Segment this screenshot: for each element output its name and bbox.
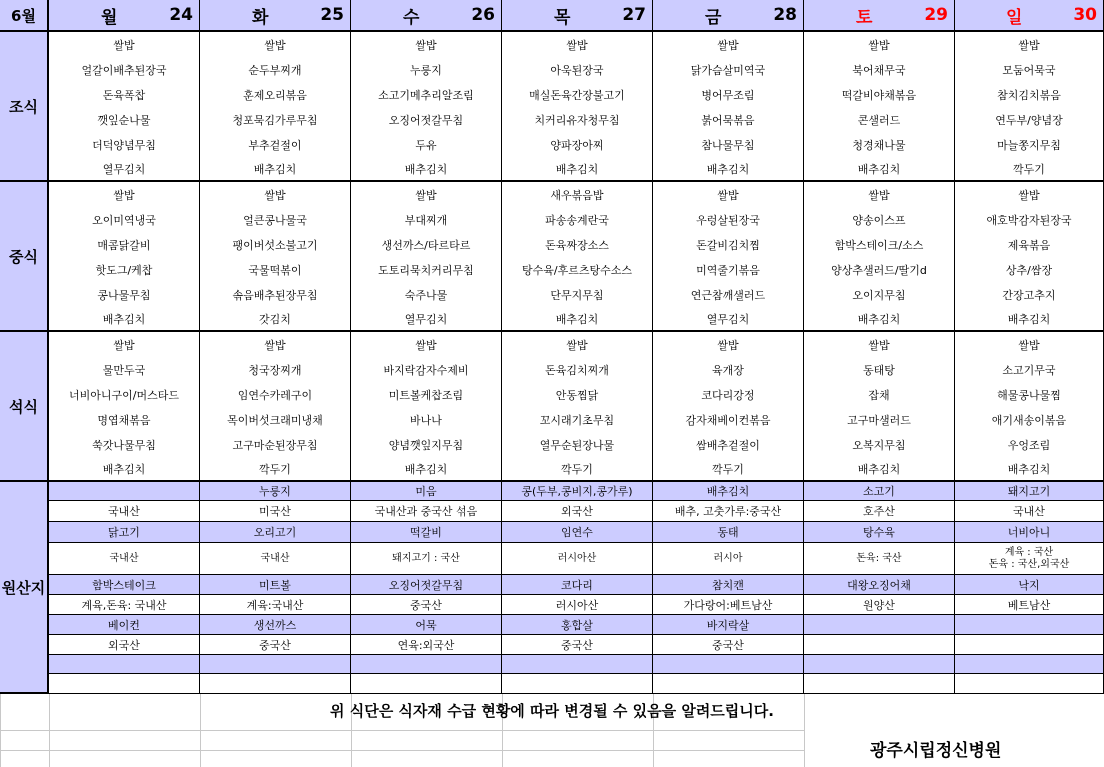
origin-item-source: 계육:국내산 bbox=[200, 595, 351, 615]
menu-item: 간장고추지 bbox=[955, 282, 1104, 307]
day-number: 29 bbox=[924, 5, 948, 25]
origin-item-source: 배추, 고춧가루:중국산 bbox=[653, 501, 804, 522]
origin-item-name bbox=[955, 655, 1104, 674]
menu-item: 배추김치 bbox=[502, 307, 653, 332]
origin-item-name: 참치캔 bbox=[653, 575, 804, 595]
hospital-name: 광주시립정신병원 bbox=[870, 741, 1002, 761]
menu-item: 배추김치 bbox=[955, 457, 1104, 482]
menu-item: 생선까스/타르타르 bbox=[351, 232, 502, 257]
origin-item-name: 홍합살 bbox=[502, 615, 653, 635]
menu-item: 고구마순된장무침 bbox=[200, 432, 351, 457]
menu-item: 매콤닭갈비 bbox=[49, 232, 200, 257]
origin-item-name: 대왕오징어채 bbox=[804, 575, 955, 595]
menu-item: 쌀밥 bbox=[49, 32, 200, 57]
menu-item: 우렁살된장국 bbox=[653, 207, 804, 232]
menu-item: 오징어젓갈무침 bbox=[351, 107, 502, 132]
menu-item: 쌀밥 bbox=[804, 182, 955, 207]
menu-item: 소고기메추리알조림 bbox=[351, 82, 502, 107]
origin-item-name: 바지락살 bbox=[653, 615, 804, 635]
menu-item: 도토리묵치커리무침 bbox=[351, 257, 502, 282]
day-header bbox=[653, 0, 804, 32]
origin-item-name bbox=[200, 655, 351, 674]
menu-item: 깍두기 bbox=[502, 457, 653, 482]
menu-item: 쌀밥 bbox=[653, 332, 804, 357]
menu-item: 양파장아찌 bbox=[502, 132, 653, 157]
menu-item: 배추김치 bbox=[804, 457, 955, 482]
origin-item-source bbox=[955, 635, 1104, 655]
day-number: 27 bbox=[622, 5, 646, 25]
origin-item-source: 가다랑어:베트남산 bbox=[653, 595, 804, 615]
menu-item: 연근참깨샐러드 bbox=[653, 282, 804, 307]
menu-item: 돈갈비김치찜 bbox=[653, 232, 804, 257]
menu-item: 배추김치 bbox=[49, 307, 200, 332]
origin-item-name: 콩(두부,콩비지,콩가루) bbox=[502, 482, 653, 501]
menu-item: 콩나물무침 bbox=[49, 282, 200, 307]
menu-item: 쌀밥 bbox=[502, 32, 653, 57]
menu-item: 배추김치 bbox=[653, 157, 804, 182]
origin-item-source: 외국산 bbox=[502, 501, 653, 522]
origin-item-name: 코다리 bbox=[502, 575, 653, 595]
menu-item: 파송송계란국 bbox=[502, 207, 653, 232]
meal-label: 중식 bbox=[0, 182, 49, 332]
menu-item: 쑥갓나물무침 bbox=[49, 432, 200, 457]
menu-item: 배추김치 bbox=[955, 307, 1104, 332]
menu-item: 배추김치 bbox=[200, 157, 351, 182]
day-name: 토 bbox=[855, 7, 873, 28]
day-number: 30 bbox=[1073, 5, 1097, 25]
origin-item-source: 돼지고기 : 국산 bbox=[351, 543, 502, 575]
day-header bbox=[200, 0, 351, 32]
day-number: 25 bbox=[320, 5, 344, 25]
menu-item: 안동찜닭 bbox=[502, 382, 653, 407]
menu-item: 아욱된장국 bbox=[502, 57, 653, 82]
menu-item: 바나나 bbox=[351, 407, 502, 432]
day-name: 목 bbox=[553, 7, 571, 28]
menu-item: 솎음배추된장무침 bbox=[200, 282, 351, 307]
origin-item-source bbox=[955, 543, 1104, 575]
menu-item: 마늘쫑지무침 bbox=[955, 132, 1104, 157]
origin-item-source: 연육:외국산 bbox=[351, 635, 502, 655]
origin-item-source: 미국산 bbox=[200, 501, 351, 522]
origin-item-name: 오징어젓갈무침 bbox=[351, 575, 502, 595]
menu-item: 양송이스프 bbox=[804, 207, 955, 232]
origin-item-source: 외국산 bbox=[49, 635, 200, 655]
origin-item-source bbox=[351, 674, 502, 694]
day-name: 일 bbox=[1005, 7, 1023, 28]
origin-item-source: 중국산 bbox=[351, 595, 502, 615]
menu-item: 쌀밥 bbox=[200, 32, 351, 57]
origin-item-source bbox=[955, 674, 1104, 694]
menu-item: 훈제오리볶음 bbox=[200, 82, 351, 107]
day-number: 26 bbox=[471, 5, 495, 25]
menu-item: 더덕양념무침 bbox=[49, 132, 200, 157]
origin-item-name: 어묵 bbox=[351, 615, 502, 635]
menu-item: 깍두기 bbox=[653, 457, 804, 482]
menu-item: 명엽채볶음 bbox=[49, 407, 200, 432]
origin-item-source bbox=[804, 674, 955, 694]
menu-item: 해물콩나물찜 bbox=[955, 382, 1104, 407]
origin-item-name bbox=[49, 482, 200, 501]
menu-item: 잡채 bbox=[804, 382, 955, 407]
menu-item: 쌀밥 bbox=[200, 332, 351, 357]
origin-item-name: 임연수 bbox=[502, 522, 653, 543]
menu-item: 순두부찌개 bbox=[200, 57, 351, 82]
menu-item: 배추김치 bbox=[804, 157, 955, 182]
menu-item: 돈육짜장소스 bbox=[502, 232, 653, 257]
day-name: 월 bbox=[100, 7, 118, 28]
menu-item: 배추김치 bbox=[804, 307, 955, 332]
menu-item: 쌀밥 bbox=[49, 182, 200, 207]
menu-item: 물만두국 bbox=[49, 357, 200, 382]
day-name: 수 bbox=[402, 7, 420, 28]
origin-item-source bbox=[804, 635, 955, 655]
origin-item-source: 호주산 bbox=[804, 501, 955, 522]
origin-item-name: 낙지 bbox=[955, 575, 1104, 595]
menu-item: 쌀밥 bbox=[955, 182, 1104, 207]
menu-item: 쌀밥 bbox=[351, 182, 502, 207]
origin-item-name bbox=[804, 655, 955, 674]
menu-item: 참나물무침 bbox=[653, 132, 804, 157]
menu-item: 떡갈비야채볶음 bbox=[804, 82, 955, 107]
day-number: 28 bbox=[773, 5, 797, 25]
origin-item-name: 탕수육 bbox=[804, 522, 955, 543]
menu-item: 쌀밥 bbox=[955, 32, 1104, 57]
menu-item: 참치김치볶음 bbox=[955, 82, 1104, 107]
origin-item-name bbox=[351, 655, 502, 674]
menu-item: 바지락감자수제비 bbox=[351, 357, 502, 382]
menu-item: 갓김치 bbox=[200, 307, 351, 332]
origin-item-name bbox=[49, 655, 200, 674]
origin-item-source bbox=[200, 674, 351, 694]
meal-label: 석식 bbox=[0, 332, 49, 482]
origin-item-source bbox=[502, 674, 653, 694]
menu-item: 쌀밥 bbox=[351, 32, 502, 57]
menu-item: 닭가슴살미역국 bbox=[653, 57, 804, 82]
origin-item-name bbox=[653, 655, 804, 674]
menu-item: 쌀밥 bbox=[351, 332, 502, 357]
menu-item: 청포묵김가루무침 bbox=[200, 107, 351, 132]
menu-item: 팽이버섯소불고기 bbox=[200, 232, 351, 257]
menu-item: 고구마샐러드 bbox=[804, 407, 955, 432]
menu-item: 배추김치 bbox=[351, 457, 502, 482]
menu-item: 콘샐러드 bbox=[804, 107, 955, 132]
menu-item: 배추김치 bbox=[502, 157, 653, 182]
menu-item: 열무김치 bbox=[653, 307, 804, 332]
menu-item: 미트볼케찹조림 bbox=[351, 382, 502, 407]
origin-item-source: 베트남산 bbox=[955, 595, 1104, 615]
origin-item-source: 국내산 bbox=[49, 501, 200, 522]
sheet-gridline bbox=[0, 750, 804, 751]
menu-item: 열무순된장나물 bbox=[502, 432, 653, 457]
origin-item-name: 누룽지 bbox=[200, 482, 351, 501]
menu-item: 깍두기 bbox=[200, 457, 351, 482]
menu-item: 쌀밥 bbox=[200, 182, 351, 207]
menu-item: 동태탕 bbox=[804, 357, 955, 382]
menu-item: 열무김치 bbox=[49, 157, 200, 182]
origin-item-name: 동태 bbox=[653, 522, 804, 543]
sheet-gridline bbox=[0, 730, 804, 731]
menu-item: 꼬시래기초무침 bbox=[502, 407, 653, 432]
menu-item: 연두부/양념장 bbox=[955, 107, 1104, 132]
origin-source-line: 돈육 : 국산,외국산 bbox=[988, 558, 1070, 570]
origin-item-source: 국내산 bbox=[200, 543, 351, 575]
menu-item: 함박스테이크/소스 bbox=[804, 232, 955, 257]
menu-item: 돈육폭찹 bbox=[49, 82, 200, 107]
origin-item-source: 중국산 bbox=[502, 635, 653, 655]
menu-item: 쌀밥 bbox=[955, 332, 1104, 357]
menu-item: 깍두기 bbox=[955, 157, 1104, 182]
origin-item-name bbox=[804, 615, 955, 635]
origin-item-source: 러시아산 bbox=[502, 595, 653, 615]
menu-item: 목이버섯크래미냉채 bbox=[200, 407, 351, 432]
menu-item: 쌀밥 bbox=[653, 32, 804, 57]
menu-item: 코다리강정 bbox=[653, 382, 804, 407]
origin-item-name: 돼지고기 bbox=[955, 482, 1104, 501]
menu-item: 양념깻잎지무침 bbox=[351, 432, 502, 457]
day-number: 24 bbox=[169, 5, 193, 25]
menu-item: 육개장 bbox=[653, 357, 804, 382]
origin-item-source bbox=[49, 674, 200, 694]
menu-item: 붉어묵볶음 bbox=[653, 107, 804, 132]
menu-item: 부대찌개 bbox=[351, 207, 502, 232]
menu-item: 제육볶음 bbox=[955, 232, 1104, 257]
menu-change-notice: 위 식단은 식자재 수급 현황에 따라 변경될 수 있음을 알려드립니다. bbox=[330, 702, 774, 720]
menu-item: 치커리유자청무침 bbox=[502, 107, 653, 132]
menu-item: 오이미역냉국 bbox=[49, 207, 200, 232]
menu-item: 부추겉절이 bbox=[200, 132, 351, 157]
menu-item: 쌀밥 bbox=[804, 332, 955, 357]
origin-label: 원산지 bbox=[0, 482, 49, 694]
menu-item: 열무김치 bbox=[351, 307, 502, 332]
menu-item: 누룽지 bbox=[351, 57, 502, 82]
menu-item: 소고기무국 bbox=[955, 357, 1104, 382]
origin-item-name: 닭고기 bbox=[49, 522, 200, 543]
origin-item-name: 오리고기 bbox=[200, 522, 351, 543]
menu-item: 탕수육/후르츠탕수소스 bbox=[502, 257, 653, 282]
menu-item: 쌀밥 bbox=[804, 32, 955, 57]
menu-item: 우엉조림 bbox=[955, 432, 1104, 457]
origin-item-source: 돈육: 국산 bbox=[804, 543, 955, 575]
menu-item: 새우볶음밥 bbox=[502, 182, 653, 207]
menu-item: 단무지무침 bbox=[502, 282, 653, 307]
origin-item-name: 미트볼 bbox=[200, 575, 351, 595]
menu-item: 얼큰콩나물국 bbox=[200, 207, 351, 232]
menu-item: 얼갈이배추된장국 bbox=[49, 57, 200, 82]
day-name: 금 bbox=[704, 7, 722, 28]
day-header bbox=[49, 0, 200, 32]
menu-item: 감자채베이컨볶음 bbox=[653, 407, 804, 432]
menu-item: 두유 bbox=[351, 132, 502, 157]
menu-item: 양상추샐러드/딸기d bbox=[804, 257, 955, 282]
menu-item: 배추김치 bbox=[351, 157, 502, 182]
origin-item-source: 국내산 bbox=[49, 543, 200, 575]
menu-item: 쌀밥 bbox=[49, 332, 200, 357]
origin-item-source: 계육,돈육: 국내산 bbox=[49, 595, 200, 615]
origin-item-name: 베이컨 bbox=[49, 615, 200, 635]
menu-item: 청경채나물 bbox=[804, 132, 955, 157]
menu-item: 쌈배추겉절이 bbox=[653, 432, 804, 457]
menu-item: 너비아니구이/머스타드 bbox=[49, 382, 200, 407]
origin-item-name bbox=[502, 655, 653, 674]
origin-item-source: 국내산 bbox=[955, 501, 1104, 522]
origin-item-name: 떡갈비 bbox=[351, 522, 502, 543]
origin-item-source: 러시아 bbox=[653, 543, 804, 575]
menu-item: 미역줄기볶음 bbox=[653, 257, 804, 282]
origin-item-name: 미음 bbox=[351, 482, 502, 501]
menu-item: 숙주나물 bbox=[351, 282, 502, 307]
menu-item: 북어채무국 bbox=[804, 57, 955, 82]
menu-item: 돈육김치찌개 bbox=[502, 357, 653, 382]
origin-item-name bbox=[955, 615, 1104, 635]
origin-item-name: 함박스테이크 bbox=[49, 575, 200, 595]
origin-item-name: 너비아니 bbox=[955, 522, 1104, 543]
menu-item: 애호박감자된장국 bbox=[955, 207, 1104, 232]
menu-item: 매실돈육간장불고기 bbox=[502, 82, 653, 107]
month-label: 6월 bbox=[0, 0, 49, 32]
origin-item-name: 생선까스 bbox=[200, 615, 351, 635]
menu-item: 깻잎순나물 bbox=[49, 107, 200, 132]
day-header bbox=[804, 0, 955, 32]
day-header bbox=[502, 0, 653, 32]
origin-item-source bbox=[653, 674, 804, 694]
origin-item-name: 소고기 bbox=[804, 482, 955, 501]
menu-item: 쌀밥 bbox=[653, 182, 804, 207]
day-name: 화 bbox=[251, 7, 269, 28]
origin-item-source: 국내산과 중국산 섞음 bbox=[351, 501, 502, 522]
menu-item: 임연수카레구이 bbox=[200, 382, 351, 407]
menu-item: 병어무조림 bbox=[653, 82, 804, 107]
origin-item-source: 중국산 bbox=[200, 635, 351, 655]
menu-item: 오이지무침 bbox=[804, 282, 955, 307]
origin-item-source: 러시아산 bbox=[502, 543, 653, 575]
menu-item: 오복지무침 bbox=[804, 432, 955, 457]
menu-item: 배추김치 bbox=[49, 457, 200, 482]
menu-item: 청국장찌개 bbox=[200, 357, 351, 382]
day-header bbox=[955, 0, 1104, 32]
menu-item: 쌀밥 bbox=[502, 332, 653, 357]
menu-item: 핫도그/케찹 bbox=[49, 257, 200, 282]
menu-item: 모둠어묵국 bbox=[955, 57, 1104, 82]
meal-label: 조식 bbox=[0, 32, 49, 182]
origin-item-source: 중국산 bbox=[653, 635, 804, 655]
origin-source-line: 계육 : 국산 bbox=[1004, 546, 1054, 558]
menu-item: 상추/쌈장 bbox=[955, 257, 1104, 282]
menu-item: 애기새송이볶음 bbox=[955, 407, 1104, 432]
day-header bbox=[351, 0, 502, 32]
menu-item: 국물떡볶이 bbox=[200, 257, 351, 282]
origin-item-source: 원양산 bbox=[804, 595, 955, 615]
origin-item-name: 배추김치 bbox=[653, 482, 804, 501]
